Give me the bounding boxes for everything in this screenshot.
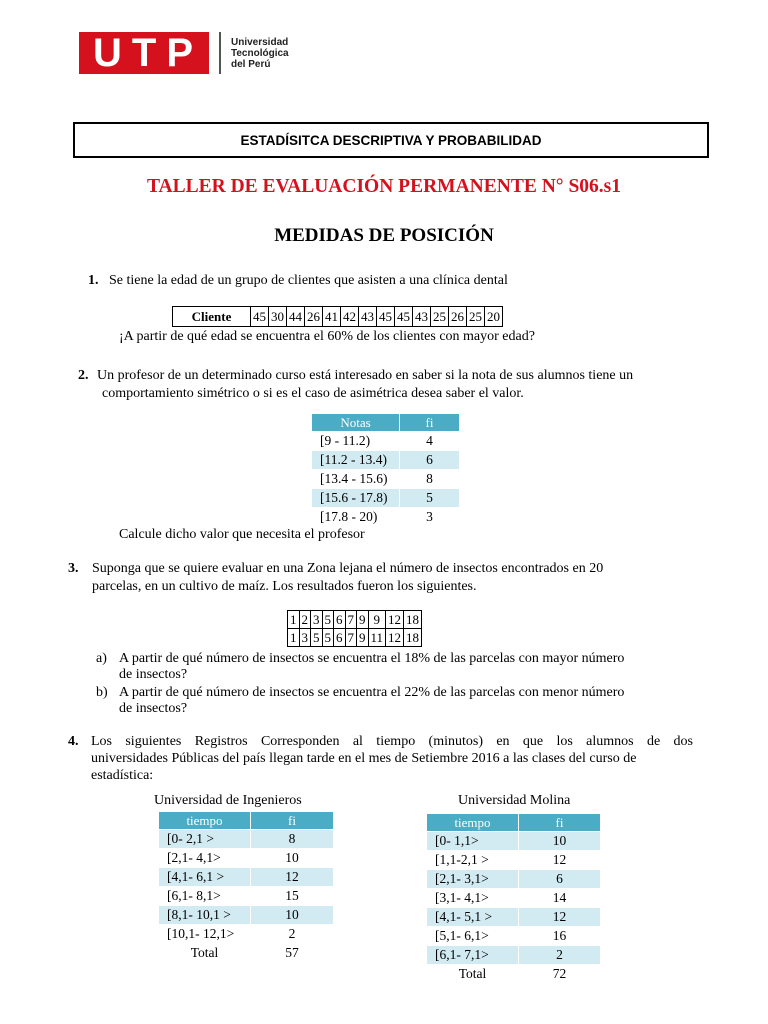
uni2-header-row: [427, 814, 601, 832]
q1-number: 1.: [88, 273, 99, 288]
q2-number: 2.: [78, 368, 89, 383]
insectos-table: [287, 610, 422, 647]
insectos-cell: 6: [334, 629, 346, 647]
q4-number: 4.: [68, 734, 79, 749]
notas-table: [311, 413, 460, 527]
uni1-fi-cell: 10: [251, 906, 334, 925]
q1-table-cell: 26: [305, 307, 323, 327]
q3-a-line-2: de insectos?: [119, 667, 188, 682]
notas-interval-cell: [11.2 - 13.4): [312, 451, 400, 470]
insectos-cell: 1: [288, 629, 300, 647]
table-row: [427, 832, 601, 851]
logo-text: [231, 37, 289, 70]
uni2-fi-cell: 14: [519, 889, 601, 908]
uni2-caption: Universidad Molina: [458, 793, 571, 808]
insectos-cell: 18: [404, 629, 422, 647]
table-row: [159, 868, 334, 887]
logo-mark: [79, 32, 209, 74]
insectos-row-2: [288, 629, 422, 647]
uni2-fi-cell: 12: [519, 851, 601, 870]
notas-fi-cell: 6: [400, 451, 460, 470]
course-title-box: [73, 122, 709, 158]
table-row: [312, 508, 460, 527]
utp-logo: [79, 32, 289, 74]
notas-fi-cell: 5: [400, 489, 460, 508]
table-row: [427, 889, 601, 908]
uni2-tiempo-cell: [0- 1,1>: [427, 832, 519, 851]
table-row: [427, 927, 601, 946]
uni1-tiempo-cell: [6,1- 8,1>: [159, 887, 251, 906]
taller-title: TALLER DE EVALUACIÓN PERMANENTE N° S06.s1: [146, 176, 622, 197]
table-row: [427, 870, 601, 889]
q1-table-cell: 43: [413, 307, 431, 327]
uni1-fi-cell: 2: [251, 925, 334, 944]
uni2-tiempo-cell: [4,1- 5,1 >: [427, 908, 519, 927]
uni1-tiempo-cell: [4,1- 6,1 >: [159, 868, 251, 887]
q1-table-cell: 45: [377, 307, 395, 327]
q3-b-line-1: A partir de qué número de insectos se encuentra el 22% de las parcelas con menor número: [119, 685, 625, 700]
table-row: [427, 851, 601, 870]
uni1-total-value: 57: [251, 944, 334, 963]
table-row: [312, 432, 460, 451]
insectos-cell: 9: [368, 611, 386, 629]
notas-interval-cell: [17.8 - 20): [312, 508, 400, 527]
insectos-cell: 5: [322, 611, 334, 629]
uni1-fi-cell: 10: [251, 849, 334, 868]
q1-table-cell: 42: [341, 307, 359, 327]
table-row: [159, 925, 334, 944]
notas-fi-cell: 4: [400, 432, 460, 451]
insectos-cell: 2: [299, 611, 311, 629]
q1-text: Se tiene la edad de un grupo de clientes que asisten a una clínica dental: [109, 273, 508, 288]
uni1-caption: Universidad de Ingenieros: [154, 793, 302, 808]
q1-table-header: Cliente: [173, 307, 251, 327]
q3-a-label: a): [96, 651, 107, 666]
uni2-fi-cell: 12: [519, 908, 601, 927]
uni2-header-fi: fi: [519, 814, 601, 832]
uni1-tiempo-cell: [0- 2,1 >: [159, 830, 251, 849]
q3-b-label: b): [96, 685, 108, 700]
insectos-cell: 7: [345, 629, 357, 647]
uni2-fi-cell: 6: [519, 870, 601, 889]
q4-line-1: Los siguientes Registros Corresponden al tiempo (minutos) en que los alumnos de dos: [91, 734, 693, 749]
insectos-cell: 7: [345, 611, 357, 629]
logo-divider: [219, 32, 221, 74]
q1-table-cell: 44: [287, 307, 305, 327]
course-title: ESTADÍSITCA DESCRIPTIVA Y PROBABILIDAD: [240, 132, 542, 148]
q1-table-cell: 20: [485, 307, 503, 327]
q3-line-1: Suponga que se quiere evaluar en una Zona lejana el número de insectos encontrados en 20: [92, 561, 604, 576]
q1-table-cell: 41: [323, 307, 341, 327]
q2-footer: Calcule dicho valor que necesita el profesor: [119, 527, 365, 542]
uni2-tiempo-cell: [5,1- 6,1>: [427, 927, 519, 946]
uni1-total-row: [159, 944, 334, 963]
notas-header-notas: Notas: [312, 414, 400, 432]
q4-line-2: universidades Públicas del país llegan tarde en el mes de Setiembre 2016 a las clases del curso de: [91, 751, 637, 766]
table-row: [159, 887, 334, 906]
q1-table-cell: 45: [395, 307, 413, 327]
insectos-cell: 9: [357, 611, 369, 629]
uni1-header-fi: fi: [251, 812, 334, 830]
uni2-table: [426, 813, 601, 984]
insectos-cell: 3: [311, 611, 323, 629]
uni2-fi-cell: 2: [519, 946, 601, 965]
insectos-cell: 3: [299, 629, 311, 647]
q1-table-cell: 30: [269, 307, 287, 327]
uni2-total-label: Total: [427, 965, 519, 984]
q3-b-line-2: de insectos?: [119, 701, 188, 716]
q1-table-cell: 43: [359, 307, 377, 327]
q1-table-cell: 25: [431, 307, 449, 327]
q3-number: 3.: [68, 561, 79, 576]
q1-question: ¡A partir de qué edad se encuentra el 60% de los clientes con mayor edad?: [119, 329, 535, 344]
uni2-total-row: [427, 965, 601, 984]
topic-title: MEDIDAS DE POSICIÓN: [274, 225, 494, 246]
table-row: [159, 906, 334, 925]
q2-line-1: Un profesor de un determinado curso está interesado en saber si la nota de sus alumnos tiene un: [97, 368, 634, 383]
notas-interval-cell: [9 - 11.2): [312, 432, 400, 451]
uni2-header-tiempo: tiempo: [427, 814, 519, 832]
logo-letters: UTP: [93, 31, 203, 75]
uni2-fi-cell: 16: [519, 927, 601, 946]
notas-fi-cell: 8: [400, 470, 460, 489]
uni2-total-value: 72: [519, 965, 601, 984]
q1-table-cell: 26: [449, 307, 467, 327]
table-row: [159, 830, 334, 849]
notas-interval-cell: [13.4 - 15.6): [312, 470, 400, 489]
insectos-cell: 12: [386, 611, 404, 629]
q1-table: [172, 306, 503, 327]
q4-line-3: estadística:: [91, 768, 154, 783]
notas-interval-cell: [15.6 - 17.8): [312, 489, 400, 508]
logo-line-3: del Perú: [231, 58, 271, 70]
insectos-cell: 5: [311, 629, 323, 647]
notas-fi-cell: 3: [400, 508, 460, 527]
uni1-fi-cell: 15: [251, 887, 334, 906]
uni1-tiempo-cell: [10,1- 12,1>: [159, 925, 251, 944]
insectos-cell: 5: [322, 629, 334, 647]
uni1-header-row: [159, 812, 334, 830]
table-row: [159, 849, 334, 868]
table-row: [312, 470, 460, 489]
table-row: [312, 489, 460, 508]
notas-table-header-row: [312, 414, 460, 432]
q1-table-row: [173, 307, 503, 327]
q3-a-line-1: A partir de qué número de insectos se encuentra el 18% de las parcelas con mayor número: [119, 651, 625, 666]
logo-line-1: Universidad: [231, 36, 289, 48]
uni1-table: [158, 811, 334, 963]
insectos-cell: 6: [334, 611, 346, 629]
uni2-tiempo-cell: [3,1- 4,1>: [427, 889, 519, 908]
insectos-cell: 9: [357, 629, 369, 647]
table-row: [312, 451, 460, 470]
uni2-fi-cell: 10: [519, 832, 601, 851]
logo-line-2: Tecnológica: [231, 47, 289, 59]
insectos-cell: 12: [386, 629, 404, 647]
uni2-tiempo-cell: [6,1- 7,1>: [427, 946, 519, 965]
insectos-cell: 1: [288, 611, 300, 629]
uni1-tiempo-cell: [2,1- 4,1>: [159, 849, 251, 868]
q3-line-2: parcelas, en un cultivo de maíz. Los resultados fueron los siguientes.: [92, 579, 477, 594]
uni1-total-label: Total: [159, 944, 251, 963]
uni2-tiempo-cell: [2,1- 3,1>: [427, 870, 519, 889]
table-row: [427, 946, 601, 965]
uni1-fi-cell: 12: [251, 868, 334, 887]
q2-line-2: comportamiento simétrico o si es el caso de asimétrica desea saber el valor.: [102, 386, 524, 401]
uni1-fi-cell: 8: [251, 830, 334, 849]
q1-table-cell: 25: [467, 307, 485, 327]
uni2-tiempo-cell: [1,1-2,1 >: [427, 851, 519, 870]
table-row: [427, 908, 601, 927]
uni1-tiempo-cell: [8,1- 10,1 >: [159, 906, 251, 925]
insectos-row-1: [288, 611, 422, 629]
q1-table-cell: 45: [251, 307, 269, 327]
insectos-cell: 18: [404, 611, 422, 629]
uni1-header-tiempo: tiempo: [159, 812, 251, 830]
notas-header-fi: fi: [400, 414, 460, 432]
insectos-cell: 11: [368, 629, 386, 647]
